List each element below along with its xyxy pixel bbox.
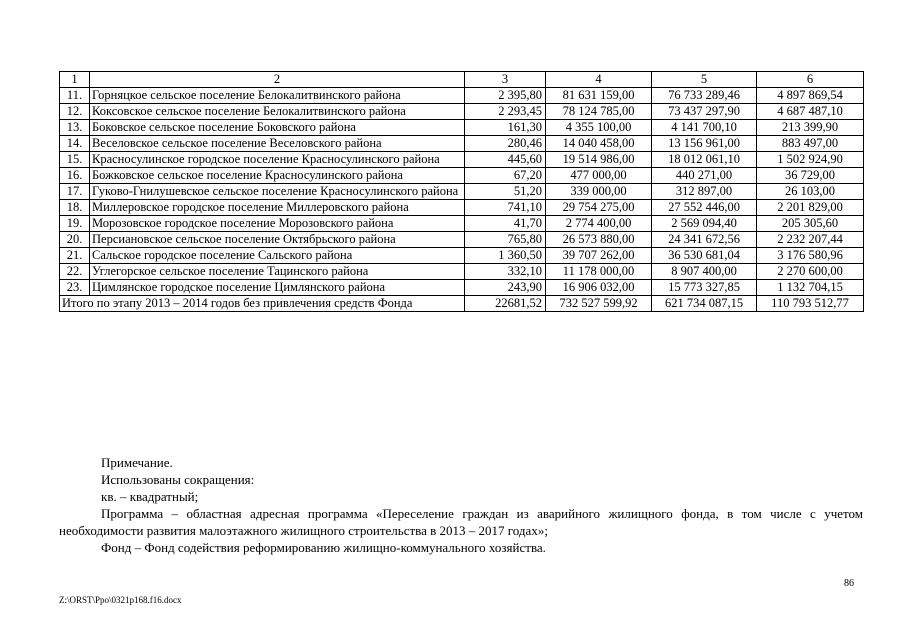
num-cell: 21. (60, 248, 90, 264)
table-row (60, 232, 864, 248)
num-cell: 12. (60, 104, 90, 120)
fund-cost-cell: 4 141 700,10 (652, 120, 757, 136)
table-row (60, 104, 864, 120)
fund-cost-cell: 76 733 289,46 (652, 88, 757, 104)
total-cost-cell: 4 355 100,00 (546, 120, 652, 136)
total-cost-cell: 339 000,00 (546, 184, 652, 200)
local-cost-cell: 4 687 487,10 (757, 104, 864, 120)
header-cell: 2 (90, 72, 465, 88)
fund-cost-cell: 8 907 400,00 (652, 264, 757, 280)
local-cost-cell: 36 729,00 (757, 168, 864, 184)
table-row (60, 120, 864, 136)
fund-cost-cell: 18 012 061,10 (652, 152, 757, 168)
file-path: Z:\ORST\Ppo\0321p168.f16.docx (59, 595, 182, 605)
total-cost-cell: 16 906 032,00 (546, 280, 652, 296)
fund-cost-cell: 24 341 672,56 (652, 232, 757, 248)
header-row (60, 72, 864, 88)
num-cell: 18. (60, 200, 90, 216)
header-cell: 3 (465, 72, 546, 88)
num-cell: 13. (60, 120, 90, 136)
name-cell: Божковское сельское поселение Красносулинского района (90, 168, 465, 184)
name-cell: Персиановское сельское поселение Октябрьского района (90, 232, 465, 248)
name-cell: Углегорское сельское поселение Тацинского района (90, 264, 465, 280)
total-row (60, 296, 864, 312)
total-sum-cell: 732 527 599,92 (546, 296, 652, 312)
notes-section (59, 454, 863, 556)
resettlement-table (59, 71, 864, 312)
local-cost-cell: 1 502 924,90 (757, 152, 864, 168)
area-cell: 161,30 (465, 120, 546, 136)
num-cell: 14. (60, 136, 90, 152)
area-cell: 1 360,50 (465, 248, 546, 264)
fund-cost-cell: 27 552 446,00 (652, 200, 757, 216)
area-cell: 67,20 (465, 168, 546, 184)
total-fund-cell: 621 734 087,15 (652, 296, 757, 312)
total-area-cell: 22681,52 (465, 296, 546, 312)
note-abbreviations-intro: Использованы сокращения: (101, 472, 255, 487)
table-row (60, 200, 864, 216)
name-cell: Горняцкое сельское поселение Белокалитвинского района (90, 88, 465, 104)
num-cell: 19. (60, 216, 90, 232)
header-cell: 5 (652, 72, 757, 88)
num-cell: 22. (60, 264, 90, 280)
table-row (60, 184, 864, 200)
name-cell: Сальское городское поселение Сальского района (90, 248, 465, 264)
local-cost-cell: 883 497,00 (757, 136, 864, 152)
local-cost-cell: 3 176 580,96 (757, 248, 864, 264)
area-cell: 741,10 (465, 200, 546, 216)
area-cell: 280,46 (465, 136, 546, 152)
area-cell: 2 395,80 (465, 88, 546, 104)
table-row (60, 248, 864, 264)
local-cost-cell: 4 897 869,54 (757, 88, 864, 104)
total-cost-cell: 19 514 986,00 (546, 152, 652, 168)
header-cell: 6 (757, 72, 864, 88)
num-cell: 17. (60, 184, 90, 200)
local-cost-cell: 26 103,00 (757, 184, 864, 200)
area-cell: 243,90 (465, 280, 546, 296)
table-row (60, 88, 864, 104)
num-cell: 16. (60, 168, 90, 184)
fund-cost-cell: 36 530 681,04 (652, 248, 757, 264)
fund-cost-cell: 13 156 961,00 (652, 136, 757, 152)
table-row (60, 136, 864, 152)
total-cost-cell: 14 040 458,00 (546, 136, 652, 152)
local-cost-cell: 2 201 829,00 (757, 200, 864, 216)
fund-cost-cell: 15 773 327,85 (652, 280, 757, 296)
total-local-cell: 110 793 512,77 (757, 296, 864, 312)
name-cell: Цимлянское городское поселение Цимлянского района (90, 280, 465, 296)
fund-cost-cell: 2 569 094,40 (652, 216, 757, 232)
total-cost-cell: 81 631 159,00 (546, 88, 652, 104)
local-cost-cell: 2 232 207,44 (757, 232, 864, 248)
total-cost-cell: 11 178 000,00 (546, 264, 652, 280)
num-cell: 20. (60, 232, 90, 248)
name-cell: Красносулинское городское поселение Красносулинского района (90, 152, 465, 168)
area-cell: 445,60 (465, 152, 546, 168)
local-cost-cell: 213 399,90 (757, 120, 864, 136)
num-cell: 23. (60, 280, 90, 296)
num-cell: 11. (60, 88, 90, 104)
total-cost-cell: 2 774 400,00 (546, 216, 652, 232)
total-cost-cell: 477 000,00 (546, 168, 652, 184)
name-cell: Миллеровское городское поселение Миллеровского района (90, 200, 465, 216)
local-cost-cell: 1 132 704,15 (757, 280, 864, 296)
table-row (60, 280, 864, 296)
fund-cost-cell: 312 897,00 (652, 184, 757, 200)
note-title: Примечание. (101, 455, 173, 470)
name-cell: Гуково-Гнилушевское сельское поселение Красносулинского района (90, 184, 465, 200)
name-cell: Коксовское сельское поселение Белокалитвинского района (90, 104, 465, 120)
note-abbreviation-sq: кв. – квадратный; (101, 489, 199, 504)
total-cost-cell: 26 573 880,00 (546, 232, 652, 248)
note-abbreviation-program: Программа – областная адресная программа «Переселение граждан из аварийного жилищного фонда, в том числе с учетом необходимости развития малоэтажного жилищного строительства в 2013 – 2017 годах»; (59, 506, 863, 538)
header-cell: 1 (60, 72, 90, 88)
table-row (60, 168, 864, 184)
name-cell: Боковское сельское поселение Боковского района (90, 120, 465, 136)
fund-cost-cell: 73 437 297,90 (652, 104, 757, 120)
local-cost-cell: 205 305,60 (757, 216, 864, 232)
area-cell: 41,70 (465, 216, 546, 232)
name-cell: Морозовское городское поселение Морозовского района (90, 216, 465, 232)
area-cell: 765,80 (465, 232, 546, 248)
page-number: 86 (844, 578, 854, 589)
total-cost-cell: 39 707 262,00 (546, 248, 652, 264)
fund-cost-cell: 440 271,00 (652, 168, 757, 184)
total-cost-cell: 78 124 785,00 (546, 104, 652, 120)
num-cell: 15. (60, 152, 90, 168)
area-cell: 51,20 (465, 184, 546, 200)
area-cell: 332,10 (465, 264, 546, 280)
table-row (60, 264, 864, 280)
total-label: Итого по этапу 2013 – 2014 годов без привлечения средств Фонда (60, 296, 465, 312)
name-cell: Веселовское сельское поселение Веселовского района (90, 136, 465, 152)
local-cost-cell: 2 270 600,00 (757, 264, 864, 280)
table-row (60, 152, 864, 168)
header-cell: 4 (546, 72, 652, 88)
total-cost-cell: 29 754 275,00 (546, 200, 652, 216)
note-abbreviation-fund: Фонд – Фонд содействия реформированию жилищно-коммунального хозяйства. (101, 540, 546, 555)
table-row (60, 216, 864, 232)
area-cell: 2 293,45 (465, 104, 546, 120)
